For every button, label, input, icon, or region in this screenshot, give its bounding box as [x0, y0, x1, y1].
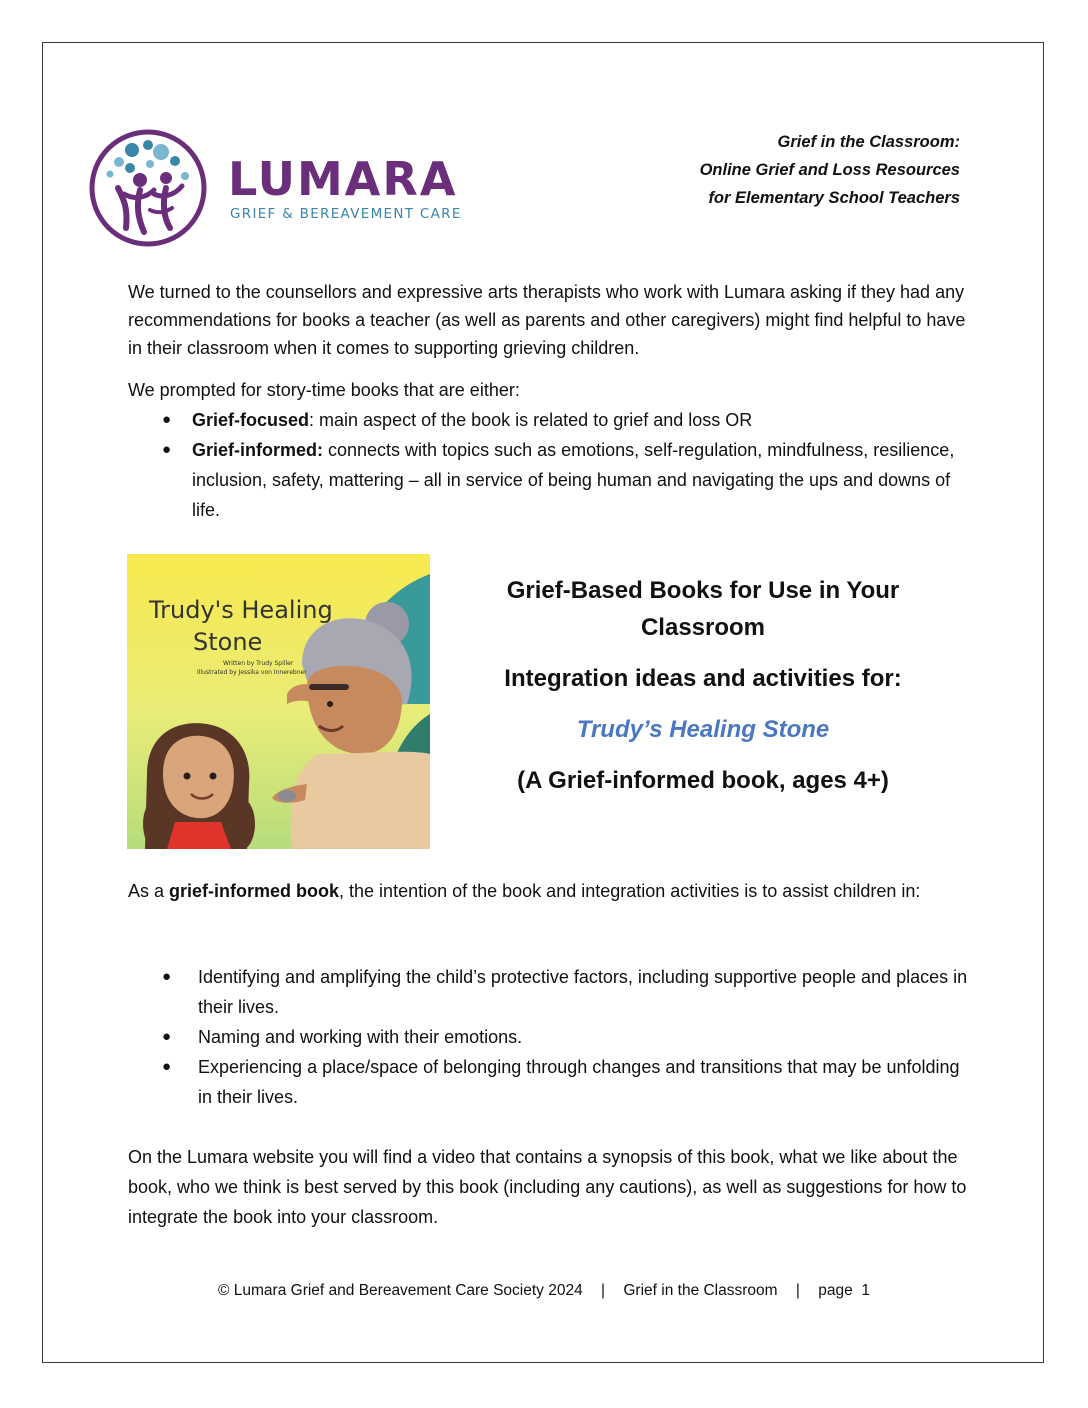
intro-text: We turned to the counsellors and expressive arts therapists who work with Lumara asking if they had any recommendations for books a teacher (as well as parents and other caregivers) might find helpful to have in their classroom when it comes to supporting grieving children. — [128, 282, 966, 358]
section-heading: Grief-Based Books for Use in Your Classroom — [506, 577, 900, 641]
goals-list — [128, 962, 968, 1112]
footer-section: Grief in the Classroom — [623, 1282, 778, 1299]
book-type-list — [128, 405, 968, 525]
list-item — [128, 1022, 968, 1052]
book-cover-illustration — [127, 554, 430, 849]
prompt-paragraph — [128, 376, 968, 404]
bullet-icon: ● — [162, 441, 172, 458]
bullet-icon: ● — [162, 411, 172, 428]
closing-paragraph — [128, 1142, 968, 1232]
lumara-emblem-icon — [88, 128, 208, 248]
header-line: Online Grief and Loss Resources — [699, 161, 960, 179]
purpose-pre: As a — [128, 881, 170, 901]
lumara-logo — [88, 128, 468, 250]
list-item — [128, 405, 968, 435]
prompt-text: We prompted for story-time books that are either: — [128, 380, 520, 400]
purpose-term: grief-informed book — [169, 881, 340, 901]
section-subheading: Integration ideas and activities for: — [504, 665, 902, 692]
cover-title-line: Trudy's Healing — [149, 596, 333, 624]
footer-page-number: page 1 — [818, 1282, 870, 1299]
goal-text: Naming and working with their emotions. — [198, 1027, 523, 1047]
page-footer — [0, 1282, 1088, 1300]
purpose-paragraph — [128, 876, 968, 906]
goal-text: Identifying and amplifying the child’s protective factors, including supportive people and places in their lives. — [198, 967, 968, 1017]
cover-credit: Written by Trudy Spiller — [223, 660, 294, 667]
cover-credit: Illustrated by Jessika von Innerebner — [197, 669, 307, 676]
purpose-post: , the intention of the book and integration activities is to assist children in: — [339, 881, 921, 901]
header-line: Grief in the Classroom: — [777, 133, 960, 151]
book-type-desc: connects with topics such as emotions, self-regulation, mindfulness, resilience, inclusion, safety, mattering – all in service of being human and navigating the ups and downs of life. — [192, 440, 955, 520]
book-title: Trudy’s Healing Stone — [576, 716, 830, 743]
bullet-icon: ● — [162, 1058, 172, 1075]
book-type-term: Grief-informed: — [192, 440, 324, 460]
list-item — [128, 435, 968, 525]
list-item — [128, 962, 968, 1022]
book-type-term: Grief-focused — [192, 410, 310, 430]
intro-paragraph — [128, 278, 968, 362]
header-line: for Elementary School Teachers — [708, 189, 960, 207]
logo-tagline: GRIEF & BEREAVEMENT CARE — [230, 206, 462, 222]
footer-divider: | — [795, 1282, 800, 1299]
book-type-desc: : main aspect of the book is related to grief and loss OR — [309, 410, 753, 430]
logo-wordmark: LUMARA — [228, 152, 458, 206]
closing-text: On the Lumara website you will find a video that contains a synopsis of this book, what we like about the book, who we think is best served by this book (including any cautions), as well as suggestions for how to integrate the book into your classroom. — [128, 1147, 967, 1227]
book-cover-image — [127, 554, 430, 849]
document-series-header — [700, 128, 960, 212]
list-item — [128, 1052, 968, 1112]
footer-divider: | — [601, 1282, 606, 1299]
bullet-icon: ● — [162, 968, 172, 985]
book-title-block — [470, 572, 936, 799]
goal-text: Experiencing a place/space of belonging through changes and transitions that may be unfolding in their lives. — [198, 1057, 960, 1107]
cover-title-line: Stone — [193, 628, 263, 656]
footer-copyright: © Lumara Grief and Bereavement Care Society 2024 — [218, 1282, 583, 1299]
book-age-note: (A Grief-informed book, ages 4+) — [517, 767, 889, 794]
bullet-icon: ● — [162, 1028, 172, 1045]
